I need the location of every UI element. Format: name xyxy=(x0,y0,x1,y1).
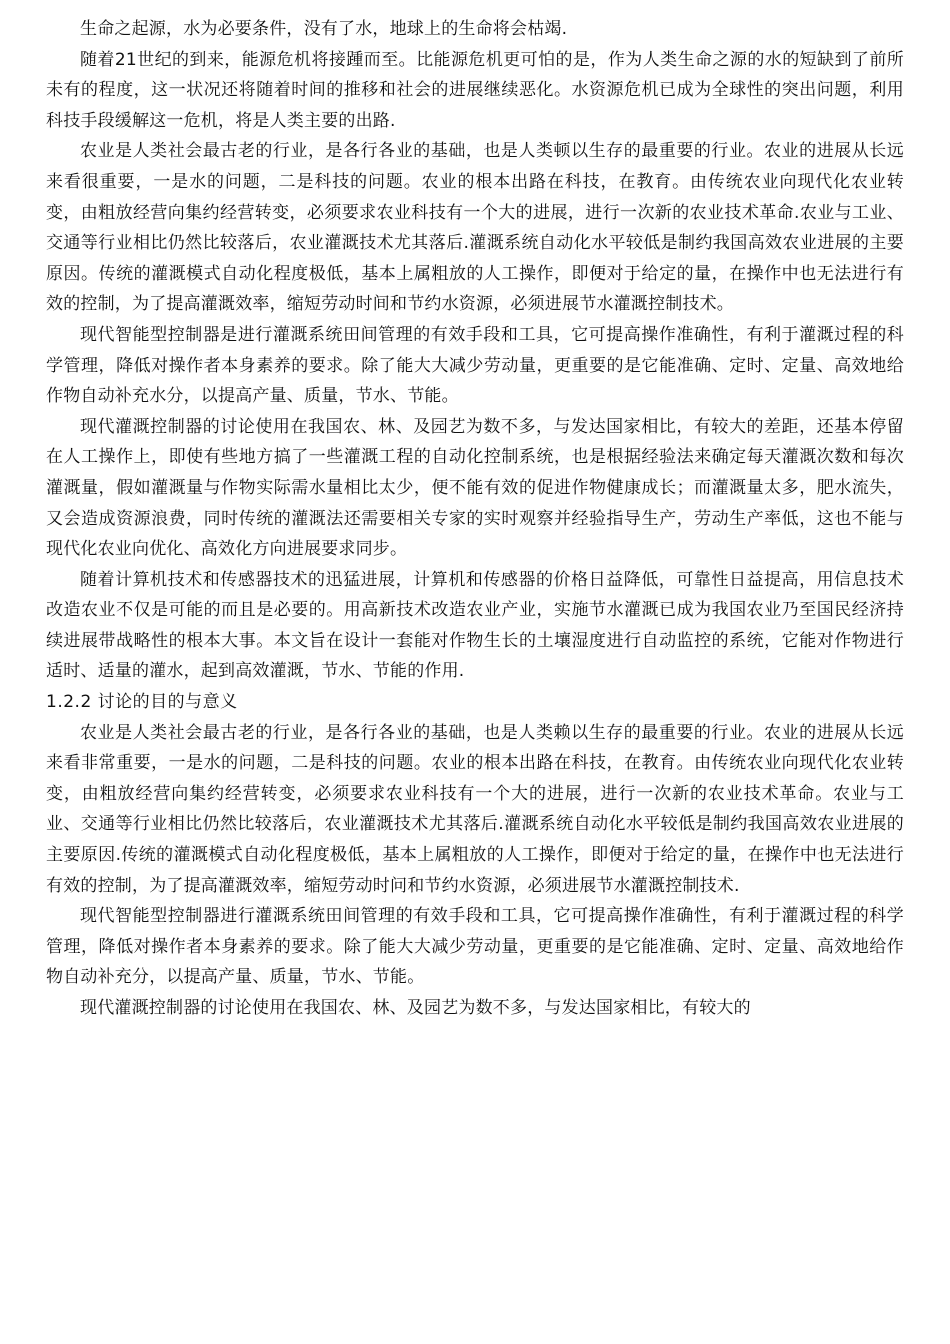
paragraph: 农业是人类社会最古老的行业，是各行各业的基础，也是人类赖以生存的最重要的行业。农业的进展从长远来看非常重要，一是水的问题，二是科技的问题。农业的根本出路在科技，在教育。由传统农业向现代化农业转变，由粗放经营向集约经营转变，必须要求农业科技有一个大的进展，进行一次新的农业技术革命。农业与工业、交通等行业相比仍然比较落后，农业灌溉技术尤其落后.灌溉系统自动化水平较低是制约我国高效农业进展的主要原因.传统的灌溉模式自动化程度极低，基本上属粗放的人工操作，即便对于给定的量，在操作中也无法进行有效的控制，为了提高灌溉效率，缩短劳动时问和节约水资源，必须进展节水灌溉控制技术. xyxy=(46,722,904,896)
paragraph: 现代智能型控制器是进行灌溉系统田间管理的有效手段和工具，它可提高操作准确性，有利于灌溉过程的科学管理，降低对操作者本身素养的要求。除了能大大减少劳动量，更重要的是它能准确、定时、定量、高效地给作物自动补充水分，以提高产量、质量，节水、节能。 xyxy=(46,324,904,407)
paragraph: 生命之起源，水为必要条件，没有了水，地球上的生命将会枯竭. xyxy=(80,19,568,39)
paragraph: 农业是人类社会最古老的行业，是各行各业的基础，也是人类顿以生存的最重要的行业。农业的进展从长远来看很重要，一是水的问题，二是科技的问题。农业的根本出路在科技，在教育。由传统农业向现代化农业转变，由粗放经营向集约经营转变，必须要求农业科技有一个大的进展，进行一次新的农业技术革命.农业与工业、交通等行业相比仍然比较落后，农业灌溉技术尤其落后.灌溉系统自动化水平较低是制约我国高效农业进展的主要原因。传统的灌溉模式自动化程度极低，基本上属粗放的人工操作，即便对于给定的量，在操作中也无法进行有效的控制，为了提高灌溉效率，缩短劳动时间和节约水资源，必须进展节水灌溉控制技术。 xyxy=(46,141,904,315)
paragraph: 现代智能型控制器进行灌溉系统田间管理的有效手段和工具，它可提高操作准确性，有利于灌溉过程的科学管理，降低对操作者本身素养的要求。除了能大大减少劳动量，更重要的是它能准确、定时、定量、高效地给作物自动补充分，以提高产量、质量，节水、节能。 xyxy=(46,906,904,988)
paragraph: 随着计算机技术和传感器技术的迅猛进展，计算机和传感器的价格日益降低，可靠性日益提高，用信息技术改造农业不仅是可能的而且是必要的。用高新技术改造农业产业，实施节水灌溉已成为我国农业乃至国民经济持续进展带战略性的根本大事。本文旨在设计一套能对作物生长的土壤湿度进行自动监控的系统，它能对作物进行适时、适量的灌水，起到高效灌溉，节水、节能的作用. xyxy=(46,569,904,682)
paragraph: 随着21世纪的到来，能源危机将接踵而至。比能源危机更可怕的是，作为人类生命之源的水的短缺到了前所未有的程度，这一状况还将随着时间的推移和社会的进展继续恶化。水资源危机已成为全球性的突出问题，利用科技手段缓解这一危机，将是人类主要的出路. xyxy=(46,49,904,131)
section-heading: 1.2.2 讨论的目的与意义 xyxy=(46,692,238,713)
paragraph: 现代灌溉控制器的讨论使用在我国农、林、及园艺为数不多，与发达国家相比，有较大的 xyxy=(80,998,751,1018)
paragraph: 现代灌溉控制器的讨论使用在我国农、林、及园艺为数不多，与发达国家相比，有较大的差距，还基本停留在人工操作上，即使有些地方搞了一些灌溉工程的自动化控制系统，也是根据经验法来确定每天灌溉次数和每次灌溉量，假如灌溉量与作物实际需水量相比太少，便不能有效的促进作物健康成长；而灌溉量太多，肥水流失，又会造成资源浪费，同时传统的灌溉法还需要相关专家的实时观察并经验指导生产，劳动生产率低，这也不能与现代化农业向优化、高效化方向进展要求同步。 xyxy=(46,416,904,560)
